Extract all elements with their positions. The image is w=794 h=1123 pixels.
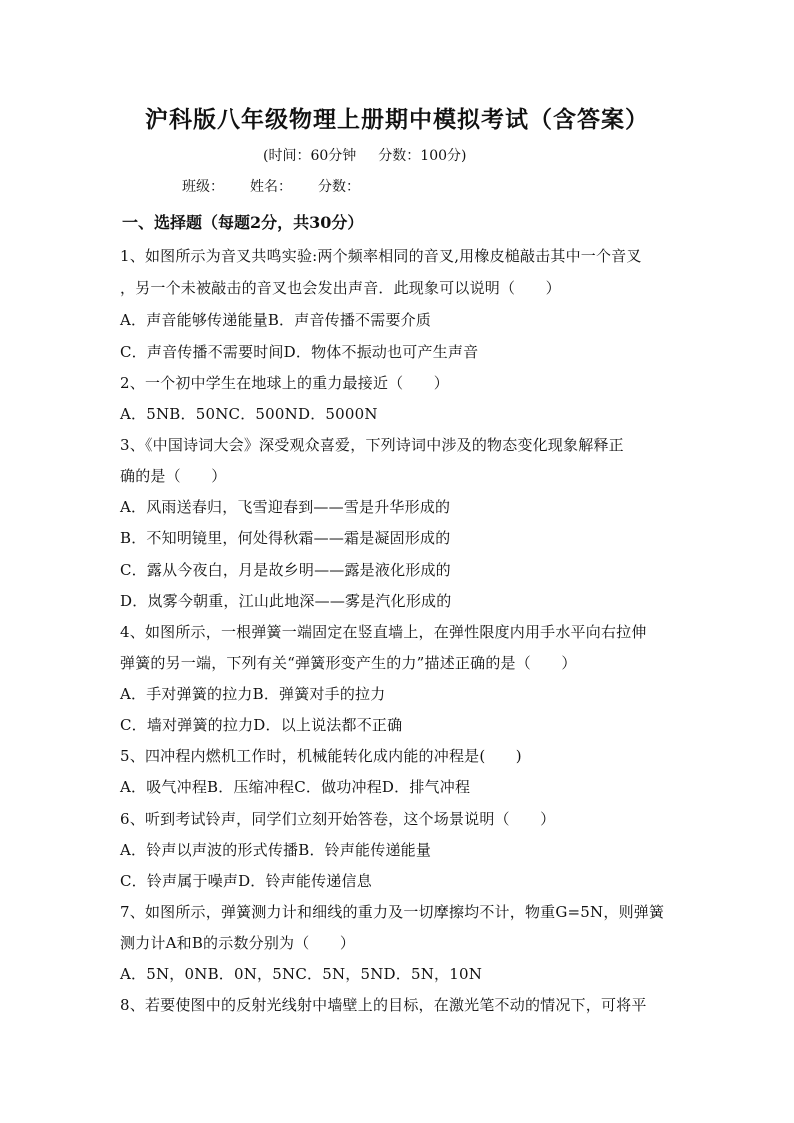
text-line: 测力计A和B的示数分别为（ ） — [120, 934, 356, 952]
text-line: 4、如图所示，一根弹簧一端固定在竖直墙上，在弹性限度内用手水平向右拉伸 — [120, 623, 647, 641]
text-line: A．吸气冲程B．压缩冲程C．做功冲程D．排气冲程 — [120, 778, 471, 796]
text-line: C．墙对弹簧的拉力D．以上说法都不正确 — [120, 716, 403, 734]
text-line: 3、《中国诗词大会》深受观众喜爱，下列诗词中涉及的物态变化现象解释正 — [120, 436, 624, 454]
text-line: 5、四冲程内燃机工作时，机械能转化成内能的冲程是( ) — [120, 747, 522, 765]
text-line: 7、如图所示，弹簧测力计和细线的重力及一切摩擦均不计，物重G=5N，则弹簧 — [120, 903, 665, 921]
text-line: B．不知明镜里，何处得秋霜——霜是凝固形成的 — [120, 529, 451, 547]
text-line: C．声音传播不需要时间D．物体不振动也可产生声音 — [120, 343, 479, 361]
text-line: A．风雨送春归，飞雪迎春到——雪是升华形成的 — [120, 498, 451, 516]
text-line: A．声音能够传递能量B．声音传播不需要介质 — [120, 311, 432, 329]
score-label: 分数： — [318, 179, 360, 195]
text-line: 1、如图所示为音叉共鸣实验:两个频率相同的音叉,用橡皮槌敲击其中一个音叉 — [120, 247, 642, 265]
text-line: A．5N，0NB．0N，5NC．5N，5ND．5N，10N — [120, 965, 483, 983]
text-line: C．铃声属于噪声D．铃声能传递信息 — [120, 872, 372, 890]
text-line: C．露从今夜白，月是故乡明——露是液化形成的 — [120, 561, 451, 579]
text-line: A．铃声以声波的形式传播B．铃声能传递能量 — [120, 841, 432, 859]
student-info — [182, 176, 386, 196]
text-line: D．岚雾今朝重，江山此地深——雾是汽化形成的 — [120, 592, 452, 610]
total-score: 分数：100分) — [378, 148, 467, 164]
exam-meta — [263, 145, 488, 165]
text-line: 确的是（ ） — [120, 467, 227, 485]
class-label: 班级： — [182, 179, 224, 195]
text-line: 2、一个初中学生在地球上的重力最接近（ ） — [120, 374, 449, 392]
text-line: 8、若要使图中的反射光线射中墙壁上的目标，在激光笔不动的情况下，可将平 — [120, 996, 647, 1014]
text-line: ，另一个未被敲击的音叉也会发出声音．此现象可以说明（ ） — [120, 279, 561, 297]
text-line: A．5NB．50NC．500ND．5000N — [120, 405, 378, 423]
name-label: 姓名： — [250, 179, 292, 195]
text-line: 弹簧的另一端，下列有关“弹簧形变产生的力”描述正确的是（ ） — [120, 654, 577, 672]
text-line: 6、听到考试铃声，同学们立刻开始答卷，这个场景说明（ ） — [120, 810, 556, 828]
text-line: A．手对弹簧的拉力B．弹簧对手的拉力 — [120, 685, 386, 703]
section-heading: 一、选择题（每题2分，共30分） — [122, 213, 364, 232]
page-title: 沪科版八年级物理上册期中模拟考试（含答案） — [145, 106, 649, 133]
time-limit: (时间：60分钟 — [263, 148, 357, 164]
